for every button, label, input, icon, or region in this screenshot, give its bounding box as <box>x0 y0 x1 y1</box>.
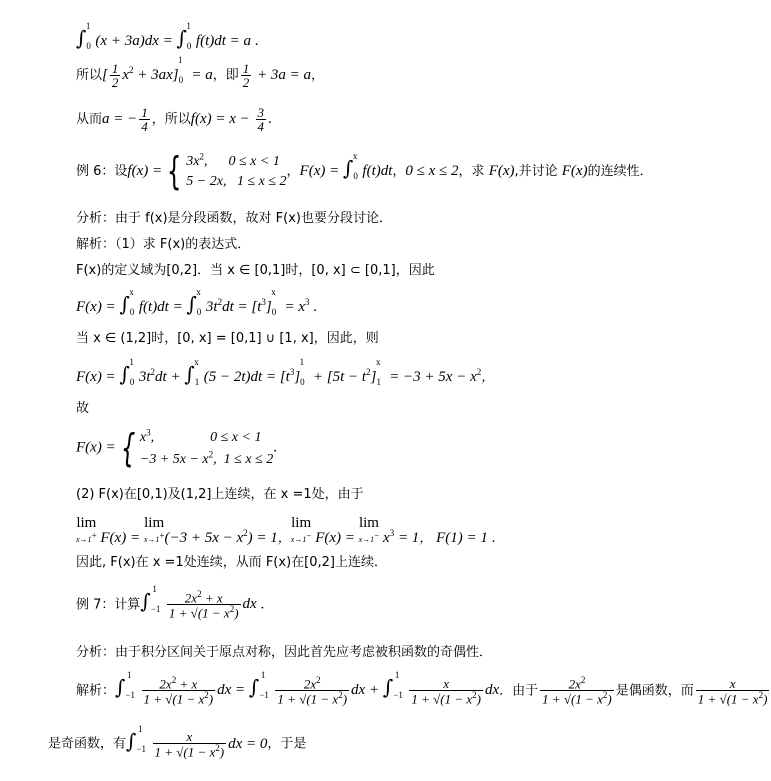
example-6: 例 6：设f(x) = { $3x^2$, 0 ≤ x < 1 5 − 2x, 1 ≤ x ≤ 2，$F(x) = \int_0^xf(t)dt$，0 ≤ x ≤ 2，求 F(x),并讨论 F(x)的连续性． <box>76 149 653 194</box>
analysis-1: 分析：由于 f(x)是分段函数，故对 F(x)也要分段讨论． <box>76 211 392 226</box>
domain-line: F(x)的定义域为[0,2]．当 x ∈ [0,1]时，[0, x] ⊂ [0,1]，因此 <box>76 263 435 278</box>
piecewise-F: F(x) = { $x^3$, 0 ≤ x < 1 $-3 + 5x - x^2$, 1 ≤ x ≤ 2. <box>76 425 277 470</box>
equation-F-second: $F(x) = \int_0^13t^2dt + \int_1^x(5 - 2t)dt = [t^3]_0^1 + [5t - t^2]_1^x = -3 + 5x - x^2$， <box>76 357 495 387</box>
continuity-line: (2) F(x)在[0,1)及(1,2]上连续，在 x =1处，由于 <box>76 487 364 502</box>
example-7: 例 7：计算$\int_{-1}^1$ $\frac{2x^2 + x}{1 + √(1 - x^2)}$ dx . <box>76 584 265 621</box>
equation-line-1: $\int_0^1(x + 3a)dx = \int_0^1f(t)dt = a$ . <box>76 21 259 51</box>
equation-line-3: 从而a = − $\frac{1}{4}$ ，所以f(x) = x − $\frac{3}{4}$ . <box>76 105 272 134</box>
case2-intro: 当 x ∈ (1,2]时，[0, x] = [0,1] ∪ [1, x]，因此，则 <box>76 331 379 346</box>
therefore-label: 故 <box>76 401 90 416</box>
solution-2: 解析：$\int_{-1}^1$ $\frac{2x^2 + x}{1 + √(1 - x^2)}$ dx = $\int_{-1}^1$ $\frac{2x^2}{1 + √(1 - x^2)}$ dx + $\int_{-1}^1$ $\frac{x}{1 + √(1 - x^2)}$ dx．由于 $\frac{2x^2}{1 + √(1 - x^2)}$ 是偶函数，而 $\frac{x}{1 + √(1 - x^2)}$ <box>76 670 768 707</box>
limits-line: lim x→1+ F(x) = lim $x\to 1^+(-3 + 5x - x^2) = 1$，lim x→1− F(x) = lim x→1− $x^3 = 1$， F(1) = 1 . <box>76 515 496 546</box>
solution-1: 解析：（1）求 F(x)的表达式． <box>76 237 251 252</box>
analysis-2: 分析：由于积分区间关于原点对称，因此首先应考虑被积函数的奇偶性． <box>76 645 493 660</box>
equation-F-first: $F(x) = \int_0^xf(t)dt = \int_0^x3t^2dt = [t^3]_0^x = x^3$ . <box>76 287 317 317</box>
odd-function-line: 是奇函数，有$\int_{-1}^1$ $\frac{x}{1 + √(1 - x^2)}$ dx = 0，于是 <box>48 723 307 760</box>
equation-line-2: 所以[ $\frac{1}{2}$ $x^2 + 3ax]_0^1 = a$，即 $\frac{1}{2}$ + 3a = a， <box>76 54 325 90</box>
text-suoyi: 所以 <box>76 67 103 83</box>
conclusion-line: 因此, F(x)在 x =1处连续，从而 F(x)在[0,2]上连续． <box>76 555 387 570</box>
